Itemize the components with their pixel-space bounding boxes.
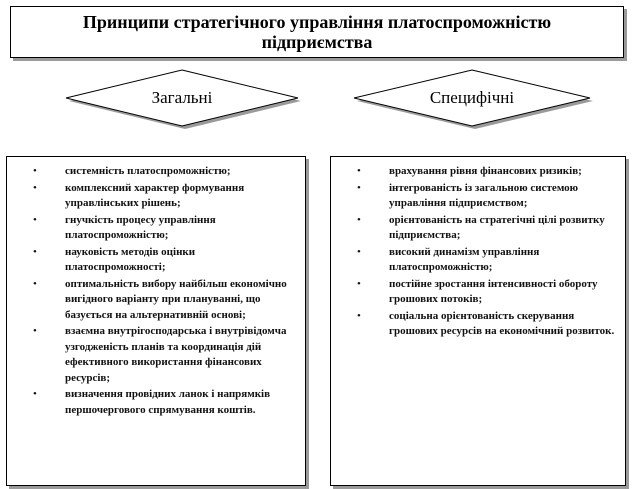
principle-item: [33, 164, 297, 180]
principle-text: високий динамізм управління платоспроможністю;: [389, 245, 540, 273]
principle-item: [357, 164, 617, 180]
bullet-icon: •: [357, 213, 361, 226]
principle-text: гнучкість процесу управління платоспроможністю;: [65, 213, 216, 241]
bullet-icon: •: [33, 277, 37, 290]
diamond-right-label: Специфічні: [429, 88, 515, 107]
principle-text: врахування рівня фінансових ризиків;: [389, 165, 582, 177]
bullet-icon: •: [33, 181, 37, 194]
principle-text: взаємна внутрігосподарська і внутрівідомча узгодженість планів та координація дій ефективного використання фінансових ресурсів;: [65, 325, 287, 384]
principle-item: [357, 309, 617, 340]
principle-text: визначення провідних ланок і напрямків першочергового спрямування коштів.: [65, 388, 271, 416]
general-principles-box: [6, 156, 306, 486]
principle-item: [357, 181, 617, 212]
principle-text: інтегрованість із загальною системою управління підприємством;: [389, 181, 579, 209]
bullet-icon: •: [33, 213, 37, 226]
principle-text: комплексний характер формування управлінських рішень;: [65, 181, 245, 209]
specific-principles-box: [330, 156, 626, 486]
principle-text: орієнтованість на стратегічні цілі розвитку підприємства;: [389, 213, 605, 241]
principle-item: [33, 213, 297, 244]
bullet-icon: •: [357, 181, 361, 194]
bullet-icon: •: [33, 325, 37, 337]
specific-principles-list: [331, 157, 625, 340]
principle-item: [33, 245, 297, 276]
principle-text: постійне зростання інтенсивності обороту грошових потоків;: [389, 277, 598, 305]
principle-item: [357, 213, 617, 244]
principle-text: оптимальність вибору найбільш економічно вигідного варіанту при плануванні, що базується на альтернативній основі;: [65, 277, 287, 321]
principle-text: системність платоспроможністю;: [65, 165, 231, 177]
bullet-icon: •: [357, 245, 361, 258]
bullet-icon: •: [33, 388, 37, 400]
principle-item: [357, 245, 617, 276]
principle-text: соціальна орієнтованість скерування грошових ресурсів на економічний розвиток.: [389, 309, 615, 337]
general-principles-list: [7, 157, 305, 418]
principle-item: [33, 324, 297, 386]
bullet-icon: •: [357, 277, 361, 290]
bullet-icon: •: [33, 245, 37, 258]
diamond-left-label: Загальні: [151, 88, 213, 107]
principle-item: [33, 387, 297, 418]
bullet-icon: •: [33, 165, 37, 177]
principle-text: науковість методів оцінки платоспроможності;: [65, 245, 196, 273]
principle-item: [33, 277, 297, 324]
principle-item: [357, 277, 617, 308]
diagram-title: Принципи стратегічного управління платоспроможністю підприємства: [82, 12, 552, 52]
bullet-icon: •: [357, 165, 361, 177]
principle-item: [33, 181, 297, 212]
bullet-icon: •: [357, 309, 361, 322]
